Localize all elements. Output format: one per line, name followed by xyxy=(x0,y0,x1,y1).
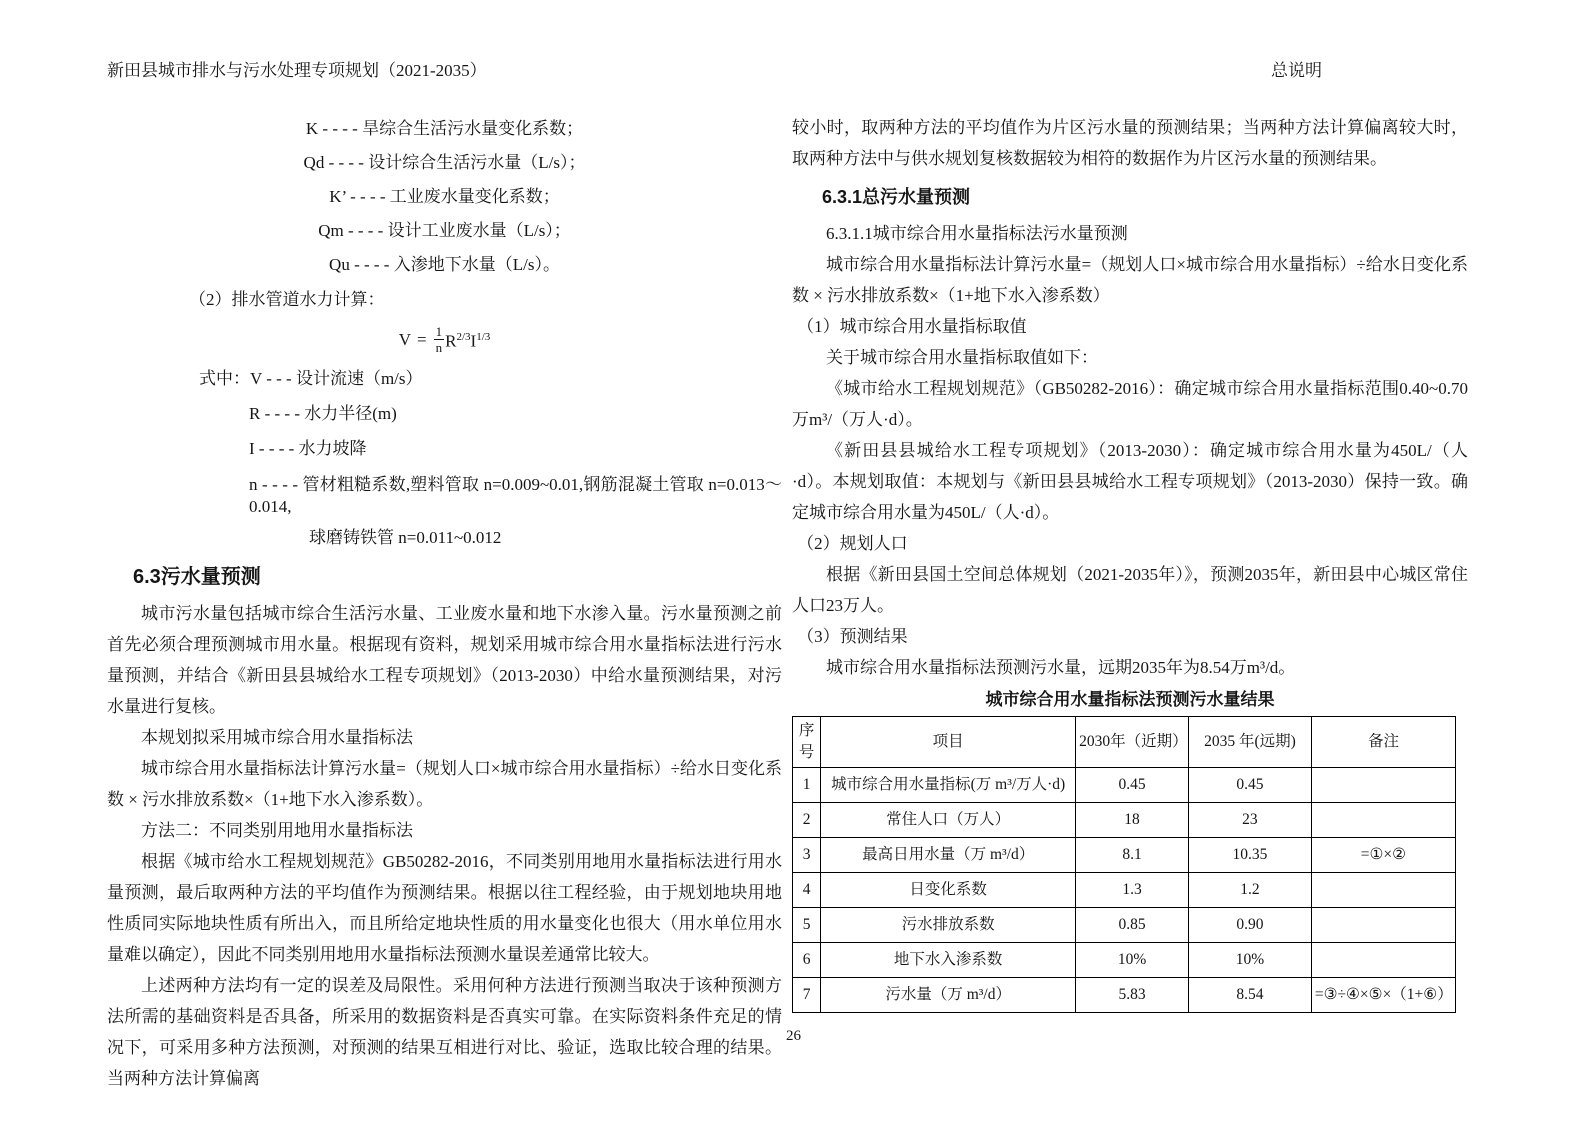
paragraph-about-indicator: 关于城市综合用水量指标取值如下： xyxy=(826,348,1098,367)
column-header-note: 备注 xyxy=(1311,717,1455,768)
list-item-1-indicator-value: （1）城市综合用水量指标取值 xyxy=(797,317,1027,336)
cell-item: 污水量（万 m³/d） xyxy=(821,978,1076,1013)
cell-2030: 10% xyxy=(1076,943,1189,978)
cell-2035: 0.45 xyxy=(1188,768,1311,803)
cell-note xyxy=(1311,908,1455,943)
list-item-2-planned-population: （2）规划人口 xyxy=(797,534,908,553)
section-heading-6-3: 6.3污水量预测 xyxy=(133,566,261,588)
running-head-plan-title: 新田县城市排水与污水处理专项规划（2021-2035） xyxy=(107,61,487,80)
cell-seq: 2 xyxy=(793,803,821,838)
column-header-item: 项目 xyxy=(821,717,1076,768)
paragraph-gb50282: 根据《城市给水工程规划规范》GB50282-2016，不同类别用地用水量指标法进行用水量预测，最后取两种方法的平均值作为预测结果。根据以往工程经验，由于规划地块用地性质同实际地块性质有所出入，而且所给定地块性质的用水量变化也很大（用水单位用水量难以确定），因此不同类别用地用水量指标法预测水量误差通常比较大。 xyxy=(107,852,782,964)
cell-item: 最高日用水量（万 m³/d） xyxy=(821,838,1076,873)
formula-where-n: n - - - - 管材粗糙系数,塑料管取 n=0.009~0.01,钢筋混凝土管取 n=0.013～0.014, xyxy=(249,475,782,516)
table-row xyxy=(793,908,1456,943)
list-item-3-prediction-result: （3）预测结果 xyxy=(797,627,908,646)
cell-seq: 6 xyxy=(793,943,821,978)
section-heading-6-3-1: 6.3.1总污水量预测 xyxy=(822,187,971,207)
paragraph-result: 城市综合用水量指标法预测污水量，远期2035年为8.54万m³/d。 xyxy=(826,658,1296,677)
symbol-definition-k: K - - - - 旱综合生活污水量变化系数； xyxy=(305,119,584,138)
cell-item: 地下水入渗系数 xyxy=(821,943,1076,978)
cell-note xyxy=(1311,768,1455,803)
formula-fraction xyxy=(434,325,445,354)
paragraph-calc-formula-right: 城市综合用水量指标法计算污水量=（规划人口×城市综合用水量指标）÷给水日变化系数 × 污水排放系数×（1+地下水入渗系数） xyxy=(792,255,1468,305)
cell-note xyxy=(1311,803,1455,838)
paragraph-wastewater-intro: 城市污水量包括城市综合生活污水量、工业废水量和地下水渗入量。污水量预测之前首先必须合理预测城市用水量。根据现有资料，规划采用城市综合用水量指标法进行污水量预测，并结合《新田县县城给水工程专项规划》（2013-2030）中给水量预测结果，对污水量进行复核。 xyxy=(107,604,782,716)
paragraph-population: 根据《新田县国土空间总体规划（2021-2035年）》，预测2035年，新田县中心城区常住人口23万人。 xyxy=(792,565,1468,615)
formula-where-v: 式中：V - - - 设计流速（m/s） xyxy=(199,369,423,388)
symbol-definition-kprime: K’ - - - - 工业废水量变化系数； xyxy=(329,187,560,206)
table-row xyxy=(793,978,1456,1013)
cell-2035: 1.2 xyxy=(1188,873,1311,908)
cell-note xyxy=(1311,943,1455,978)
cell-note: =③÷④×⑤×（1+⑥） xyxy=(1311,978,1455,1013)
table-row xyxy=(793,873,1456,908)
cell-item: 日变化系数 xyxy=(821,873,1076,908)
paragraph-continuation: 较小时，取两种方法的平均值作为片区污水量的预测结果；当两种方法计算偏离较大时，取两种方法中与供水规划复核数据较为相符的数据作为片区污水量的预测结果。 xyxy=(792,118,1468,168)
table-row xyxy=(793,943,1456,978)
symbol-definition-qm: Qm - - - - 设计工业废水量（L/s）； xyxy=(318,221,571,240)
fraction-numerator: 1 xyxy=(435,323,443,339)
paragraph-gb-standard-range: 《城市给水工程规划规范》（GB50282-2016）：确定城市综合用水量指标范围0.40~0.70万m³/（万人·d）。 xyxy=(792,379,1468,429)
cell-2035: 10.35 xyxy=(1188,838,1311,873)
symbol-definition-qu: Qu - - - - 入渗地下水量（L/s）。 xyxy=(329,255,560,274)
cell-seq: 7 xyxy=(793,978,821,1013)
cell-2035: 8.54 xyxy=(1188,978,1311,1013)
cell-2035: 0.90 xyxy=(1188,908,1311,943)
left-column xyxy=(107,112,782,1094)
table-header-row xyxy=(793,717,1456,768)
right-column xyxy=(792,112,1468,1013)
cell-seq: 1 xyxy=(793,768,821,803)
running-head-doc-type: 总说明 xyxy=(1271,61,1322,80)
cell-2030: 1.3 xyxy=(1076,873,1189,908)
column-header-2035: 2035 年(远期) xyxy=(1188,717,1311,768)
cell-2030: 5.83 xyxy=(1076,978,1189,1013)
cell-item: 城市综合用水量指标(万 m³/万人·d) xyxy=(821,768,1076,803)
formula-term2-exponent: 1/3 xyxy=(476,330,491,343)
paragraph-method-limitations: 上述两种方法均有一定的误差及局限性。采用何种方法进行预测当取决于该种预测方法所需的基础资料是否具备，所采用的数据资料是否真实可靠。在实际资料条件充足的情况下，可采用多种方法预测，对预测的结果互相进行对比、验证，选取比较合理的结果。当两种方法计算偏离 xyxy=(107,976,782,1088)
cell-2030: 8.1 xyxy=(1076,838,1189,873)
column-header-seq: 序号 xyxy=(793,717,821,768)
cell-seq: 3 xyxy=(793,838,821,873)
table-row xyxy=(793,768,1456,803)
table-title: 城市综合用水量指标法预测污水量结果 xyxy=(985,690,1275,709)
paragraph-method-two: 方法二：不同类别用地用水量指标法 xyxy=(141,821,413,840)
column-header-2030: 2030年（近期） xyxy=(1076,717,1189,768)
hydraulic-calc-heading: （2）排水管道水力计算： xyxy=(189,290,385,309)
paragraph-xintian-plan-value: 《新田县县城给水工程专项规划》（2013-2030）：确定城市综合用水量为450L/（人·d）。本规划取值：本规划与《新田县县城给水工程专项规划》（2013-2030）保持一致。确定城市综合用水量为450L/（人·d）。 xyxy=(792,441,1468,522)
fraction-denominator: n xyxy=(435,339,443,355)
paragraph-calc-formula: 城市综合用水量指标法计算污水量=（规划人口×城市综合用水量指标）÷给水日变化系数 × 污水排放系数×（1+地下水入渗系数）。 xyxy=(107,759,782,809)
symbol-definition-qd: Qd - - - - 设计综合生活污水量（L/s）； xyxy=(303,153,586,172)
formula-terms xyxy=(445,322,490,357)
page-number: 26 xyxy=(786,1028,801,1044)
cell-seq: 4 xyxy=(793,873,821,908)
table-row xyxy=(793,838,1456,873)
formula-where-i: I - - - - 水力坡降 xyxy=(249,439,367,458)
cell-item: 常住人口（万人） xyxy=(821,803,1076,838)
cell-item: 污水排放系数 xyxy=(821,908,1076,943)
cell-note xyxy=(1311,873,1455,908)
cell-2035: 23 xyxy=(1188,803,1311,838)
formula-term2-base: I xyxy=(470,331,477,351)
formula-term1-exponent: 2/3 xyxy=(456,330,471,343)
paragraph-method-chosen: 本规划拟采用城市综合用水量指标法 xyxy=(141,728,413,747)
prediction-table xyxy=(792,716,1456,1013)
cell-2030: 18 xyxy=(1076,803,1189,838)
cell-2030: 0.45 xyxy=(1076,768,1189,803)
formula-term1-base: R xyxy=(445,331,457,351)
formula-lhs: V xyxy=(398,329,412,349)
formula-equals: = xyxy=(417,329,427,349)
formula-where-n-cast-iron: 球磨铸铁管 n=0.011~0.012 xyxy=(309,528,502,547)
table-row xyxy=(793,803,1456,838)
manning-formula xyxy=(107,319,782,359)
section-heading-6-3-1-1: 6.3.1.1城市综合用水量指标法污水量预测 xyxy=(826,224,1128,243)
cell-seq: 5 xyxy=(793,908,821,943)
cell-2035: 10% xyxy=(1188,943,1311,978)
formula-where-r: R - - - - 水力半径(m) xyxy=(249,404,397,423)
cell-note: =①×② xyxy=(1311,838,1455,873)
cell-2030: 0.85 xyxy=(1076,908,1189,943)
